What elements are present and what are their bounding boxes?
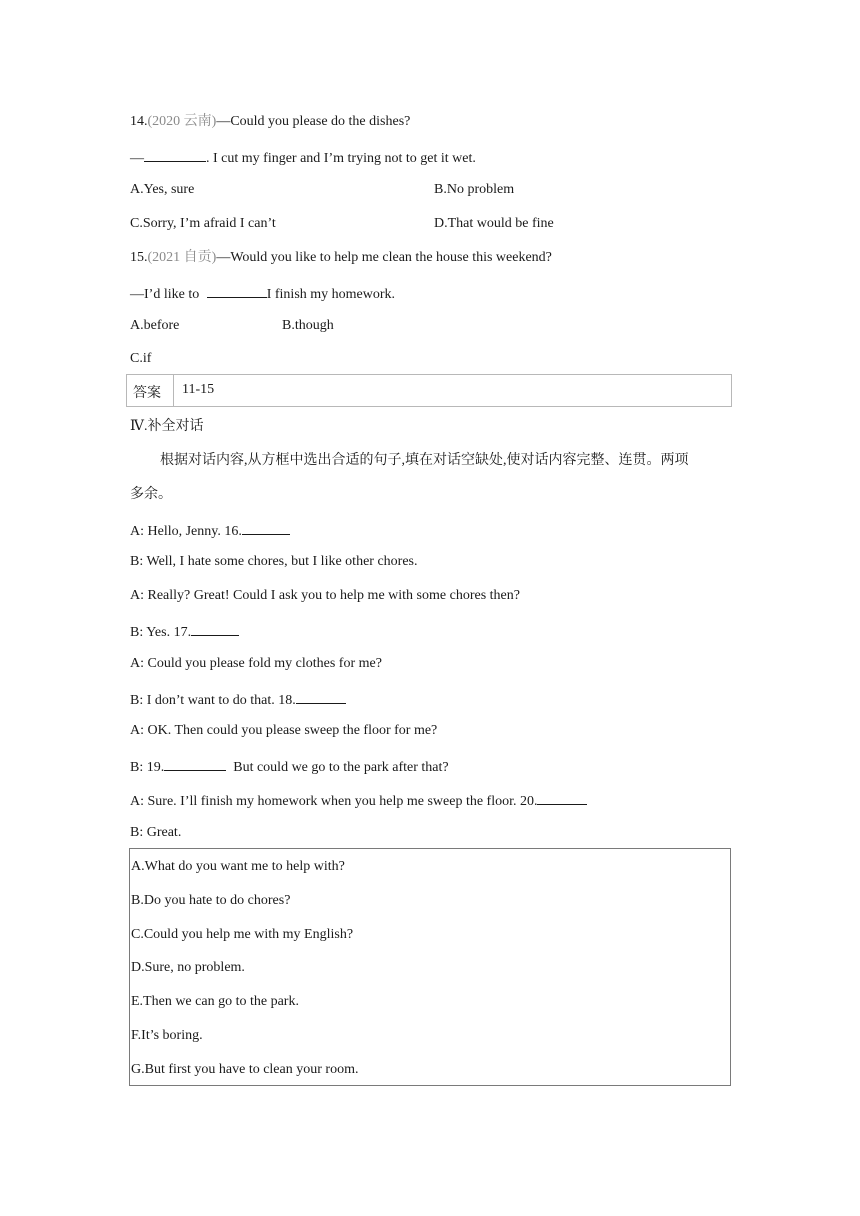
question-number: 15. [130,250,148,265]
question-text: —Could you please do the dishes? [216,114,411,129]
dialogue-line [130,756,449,777]
question-15-reply [130,283,395,304]
choice-f: F.It’s boring. [131,1028,203,1043]
question-15 [130,249,552,267]
dialogue-line [130,621,239,642]
answer-box [126,374,732,407]
dialogue-line: A: Could you please fold my clothes for me? [130,656,382,671]
section-instruction: 根据对话内容,从方框中选出合适的句子,填在对话空缺处,使对话内容完整、连贯。两项 [160,453,689,468]
dialogue-blank-20 [537,790,587,805]
choice-d: D.Sure, no problem. [131,960,245,975]
dialogue-blank-17 [191,621,239,636]
option-b: B.No problem [434,182,515,197]
dialogue-blank-18 [296,689,346,704]
section-instruction-cont: 多余。 [130,487,172,502]
answer-blank [207,283,267,298]
question-source: (2020 云南) [147,114,217,129]
option-a: A.before [130,318,180,333]
section-title: Ⅳ.补全对话 [130,419,204,434]
dialogue-blank-16 [242,520,290,535]
dialogue-line: B: Great. [130,825,182,840]
choice-c: C.Could you help me with my English? [131,927,354,942]
choice-g: G.But first you have to clean your room. [131,1062,359,1077]
answer-blank [144,147,206,162]
dialogue-blank-19 [164,756,226,771]
dialogue-line [130,520,290,541]
answer-divider [173,375,174,406]
question-14-reply [130,147,476,168]
dialogue-line: A: OK. Then could you please sweep the floor for me? [130,723,438,738]
dialogue-line: A: Really? Great! Could I ask you to help me with some chores then? [130,588,520,603]
choice-b: B.Do you hate to do chores? [131,893,291,908]
option-b: B.though [282,318,334,333]
choices-box [129,848,731,1086]
question-number: 14. [130,114,148,129]
question-source: (2021 自贡) [147,250,217,265]
answer-label: 答案 [133,386,161,401]
choice-e: E.Then we can go to the park. [131,994,299,1009]
dialogue-text: But could we go to the park after that? [226,760,449,775]
dialogue-line [130,689,346,710]
dialogue-text: B: 19. [130,760,165,775]
option-c: C.if [130,351,152,366]
dialogue-text: A: Sure. I’ll finish my homework when you help me sweep the floor. 20. [130,794,538,809]
dialogue-text: B: Yes. 17. [130,625,192,640]
question-14 [130,113,410,131]
reply-suffix: I finish my homework. [266,287,396,302]
question-text: —Would you like to help me clean the house this weekend? [216,250,552,265]
answer-value: 11-15 [182,382,215,397]
reply-prefix: — [130,151,144,166]
reply-prefix: —I’d like to [130,287,203,302]
dialogue-line [130,790,587,811]
reply-suffix: . I cut my finger and I’m trying not to get it wet. [206,151,476,166]
option-c: C.Sorry, I’m afraid I can’t [130,216,276,231]
dialogue-text: A: Hello, Jenny. 16. [130,524,242,539]
choice-a: A.What do you want me to help with? [131,859,345,874]
dialogue-text: B: I don’t want to do that. 18. [130,693,296,708]
option-a: A.Yes, sure [130,182,195,197]
dialogue-line: B: Well, I hate some chores, but I like other chores. [130,554,418,569]
option-d: D.That would be fine [434,216,554,231]
